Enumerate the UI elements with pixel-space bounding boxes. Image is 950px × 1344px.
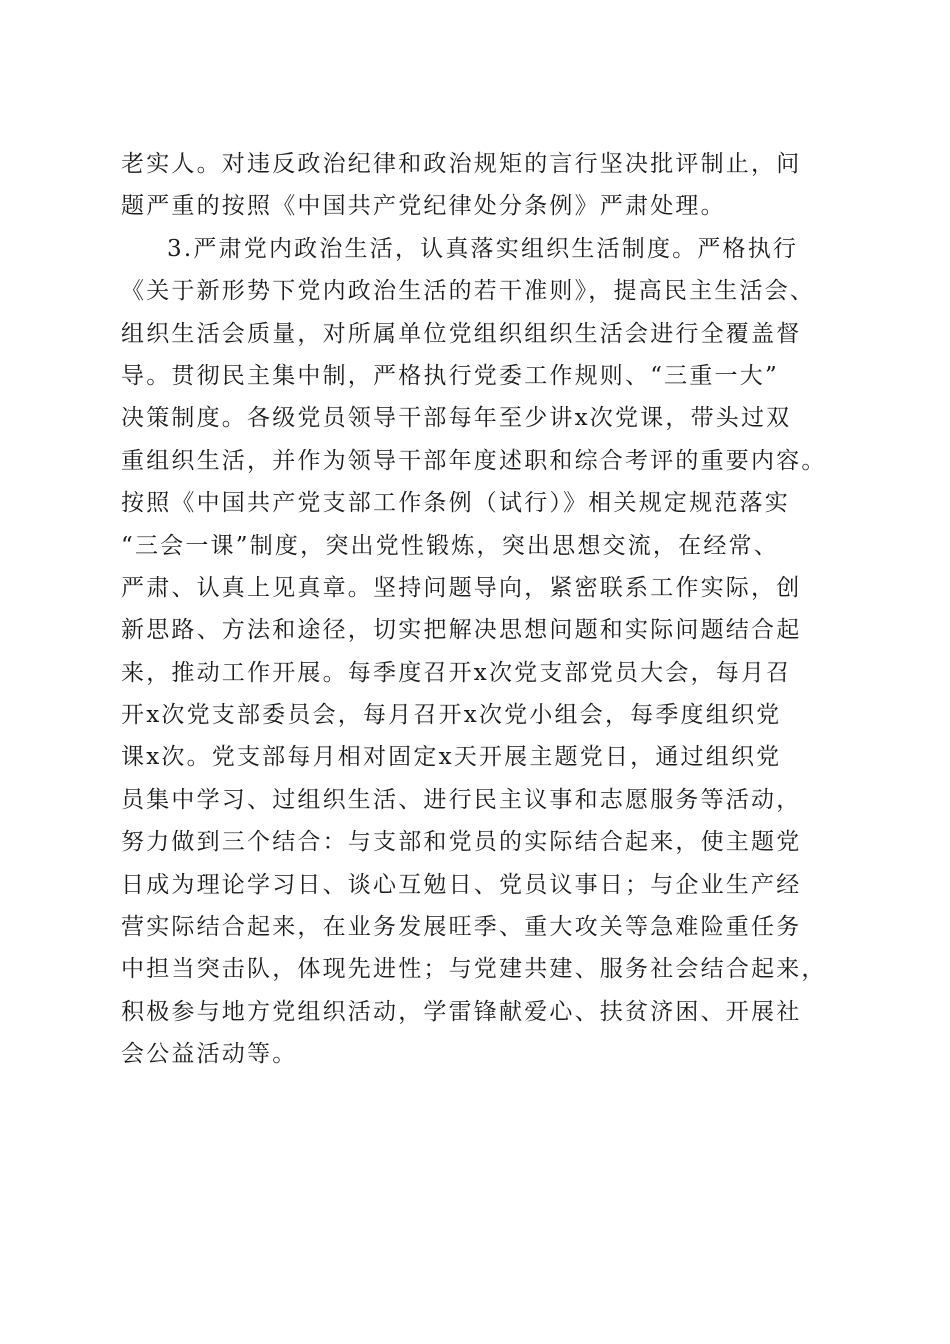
text-line: 会公益活动等。 bbox=[121, 1041, 298, 1068]
body-text bbox=[121, 143, 836, 1076]
text-line: 按照《中国共产党支部工作条例（试行）》相关规定规范落实 bbox=[121, 490, 790, 517]
text-line: 课x次。党支部每月相对固定x天开展主题党日，通过组织党 bbox=[121, 744, 782, 771]
text-line: 题严重的按照《中国共产党纪律处分条例》严肃处理。 bbox=[121, 193, 726, 220]
text-line: 决策制度。各级党员领导干部每年至少讲x次党课，带头过双 bbox=[121, 405, 792, 432]
text-line: “三会一课”制度，突出党性锻炼，突出思想交流，在经常、 bbox=[121, 532, 779, 559]
text-line: 日成为理论学习日、谈心互勉日、党员议事日；与企业生产经 bbox=[121, 871, 802, 898]
text-line: 重组织生活，并作为领导干部年度述职和综合考评的重要内容。 bbox=[121, 447, 827, 474]
text-line: 积极参与地方党组织活动，学雷锋献爱心、扶贫济困、开展社 bbox=[121, 998, 802, 1025]
text-line: 严肃、认真上见真章。坚持问题导向，紧密联系工作实际，创 bbox=[121, 574, 802, 601]
section-heading-line: 3.严肃党内政治生活，认真落实组织生活制度。严格执行 bbox=[167, 235, 799, 262]
text-line: 新思路、方法和途径，切实把解决思想问题和实际问题结合起 bbox=[121, 617, 802, 644]
text-line: 导。贯彻民主集中制，严格执行党委工作规则、“三重一大” bbox=[121, 362, 779, 389]
text-line: 《关于新形势下党内政治生活的若干准则》，提高民主生活会、 bbox=[121, 278, 816, 305]
text-line: 来，推动工作开展。每季度召开x次党支部党员大会，每月召 bbox=[121, 659, 792, 686]
text-line: 组织生活会质量，对所属单位党组织组织生活会进行全覆盖督 bbox=[121, 320, 802, 347]
text-line: 中担当突击队，体现先进性；与党建共建、服务社会结合起来， bbox=[121, 956, 827, 983]
text-line: 员集中学习、过组织生活、进行民主议事和志愿服务等活动， bbox=[121, 786, 802, 813]
text-line: 老实人。对违反政治纪律和政治规矩的言行坚决批评制止，问 bbox=[121, 151, 802, 177]
text-line: 努力做到三个结合：与支部和党员的实际结合起来，使主题党 bbox=[121, 829, 802, 856]
text-line: 营实际结合起来，在业务发展旺季、重大攻关等急难险重任务 bbox=[121, 914, 802, 941]
text-line: 开x次党支部委员会，每月召开x次党小组会，每季度组织党 bbox=[121, 702, 782, 729]
